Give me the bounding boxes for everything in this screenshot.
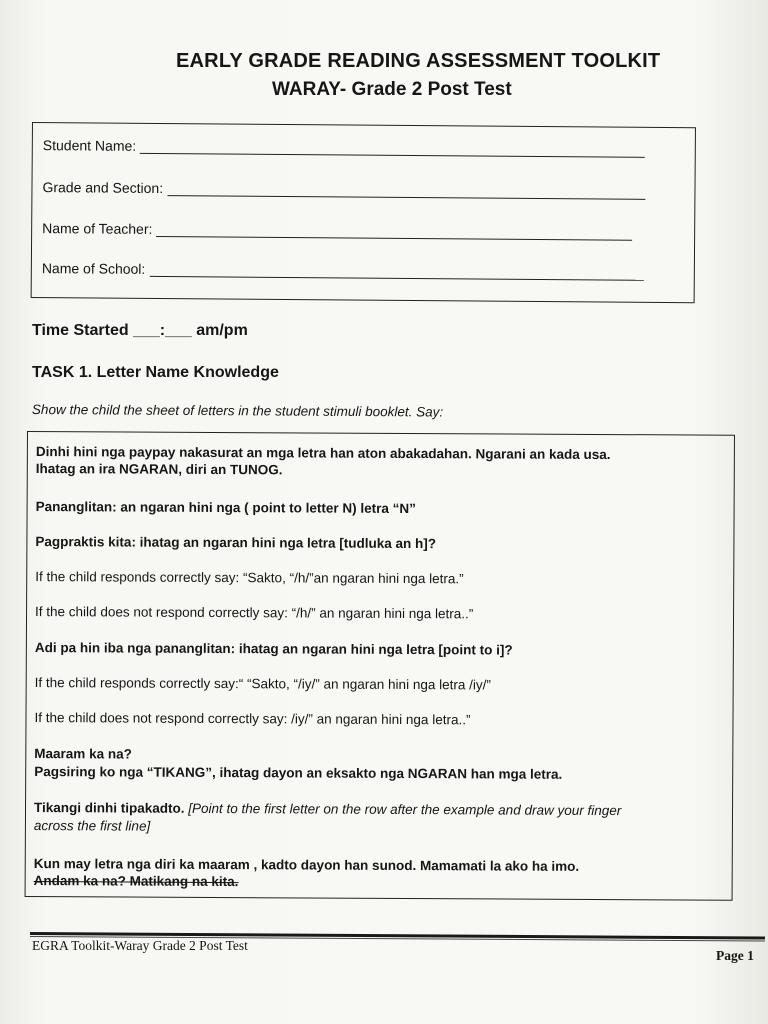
script-correct-1 — [35, 569, 464, 586]
script-skip-2: Andam ka na? Matikang na kita. — [33, 873, 239, 890]
student-info-box — [31, 122, 696, 303]
footer-document-name: EGRA Toolkit-Waray Grade 2 Post Test — [32, 938, 248, 953]
school-label: Name of School: — [41, 260, 146, 277]
script-correct-2: If the child responds correctly say:“ “Sakto, “/iy/” an ngaran hini nga letra /iy/” — [34, 675, 491, 693]
script-intro-2: Ihatag an ira NGARAN, diri an TUNOG. — [35, 461, 283, 478]
time-started: Time Started ___:___ am/pm — [32, 322, 248, 339]
script-ready-1: Maaram ka na? — [34, 746, 132, 762]
script-start-bold: Tikangi dinhi tipakadto. — [33, 800, 185, 816]
teacher-script-box — [25, 431, 735, 901]
script-practice-1: Pagpraktis kita: ihatag an ngaran hini nga letra [tudluka an h]? — [35, 534, 437, 552]
script-ready-2: Pagsiring ko nga “TIKANG”, ihatag dayon an eksakto nga NGARAN han mga letra. — [34, 764, 563, 782]
footer-page-number: Page 1 — [716, 948, 754, 963]
grade-section-row — [42, 179, 645, 200]
script-example-2: Adi pa hin iba nga pananglitan: ihatag an ngaran hini nga letra [point to i]? — [34, 640, 513, 658]
script-skip-1: Kun may letra nga diri ka maaram , kadto dayon han sunod. Mamamati la ako ha imo. — [33, 856, 580, 874]
script-incorrect-2: If the child does not respond correctly say: /iy/” an ngaran hini nga letra..” — [34, 710, 471, 728]
script-correct-1-text: If the child responds correctly say: “Sakto, “/h/”an ngaran hini nga letra.” — [35, 569, 464, 587]
task-instruction: Show the child the sheet of letters in the student stimuli booklet. Say: — [31, 402, 444, 420]
school-field[interactable] — [149, 262, 643, 281]
script-intro-1: Dinhi hini nga paypay nakasurat an mga letra han aton abakadahan. Ngarani an kada usa. — [35, 444, 611, 463]
student-name-row — [43, 137, 645, 158]
script-example-1: Pananglitan: an ngaran hini nga ( point to letter N) letra “N” — [35, 499, 416, 517]
teacher-label: Name of Teacher: — [42, 220, 153, 237]
teacher-field[interactable] — [156, 222, 632, 241]
document-subtitle: WARAY- Grade 2 Post Test — [272, 79, 512, 100]
document-title: EARLY GRADE READING ASSESSMENT TOOLKIT — [176, 50, 661, 72]
script-start-italic-2: across the first line] — [33, 818, 151, 834]
student-name-field[interactable] — [140, 139, 645, 158]
script-incorrect-1-text: If the child does not respond correctly say: “/h/” an ngaran hini nga letra..” — [35, 604, 474, 622]
task-title: TASK 1. Letter Name Knowledge — [32, 364, 279, 381]
school-row — [42, 260, 644, 281]
script-incorrect-1 — [35, 604, 473, 621]
student-name-label: Student Name: — [42, 137, 137, 154]
teacher-row — [42, 220, 632, 241]
grade-section-label: Grade and Section: — [42, 179, 164, 197]
script-start-italic-1: [Point to the first letter on the row after the example and draw your finger — [184, 800, 622, 819]
script-start-line — [34, 800, 621, 818]
grade-section-field[interactable] — [167, 181, 645, 200]
